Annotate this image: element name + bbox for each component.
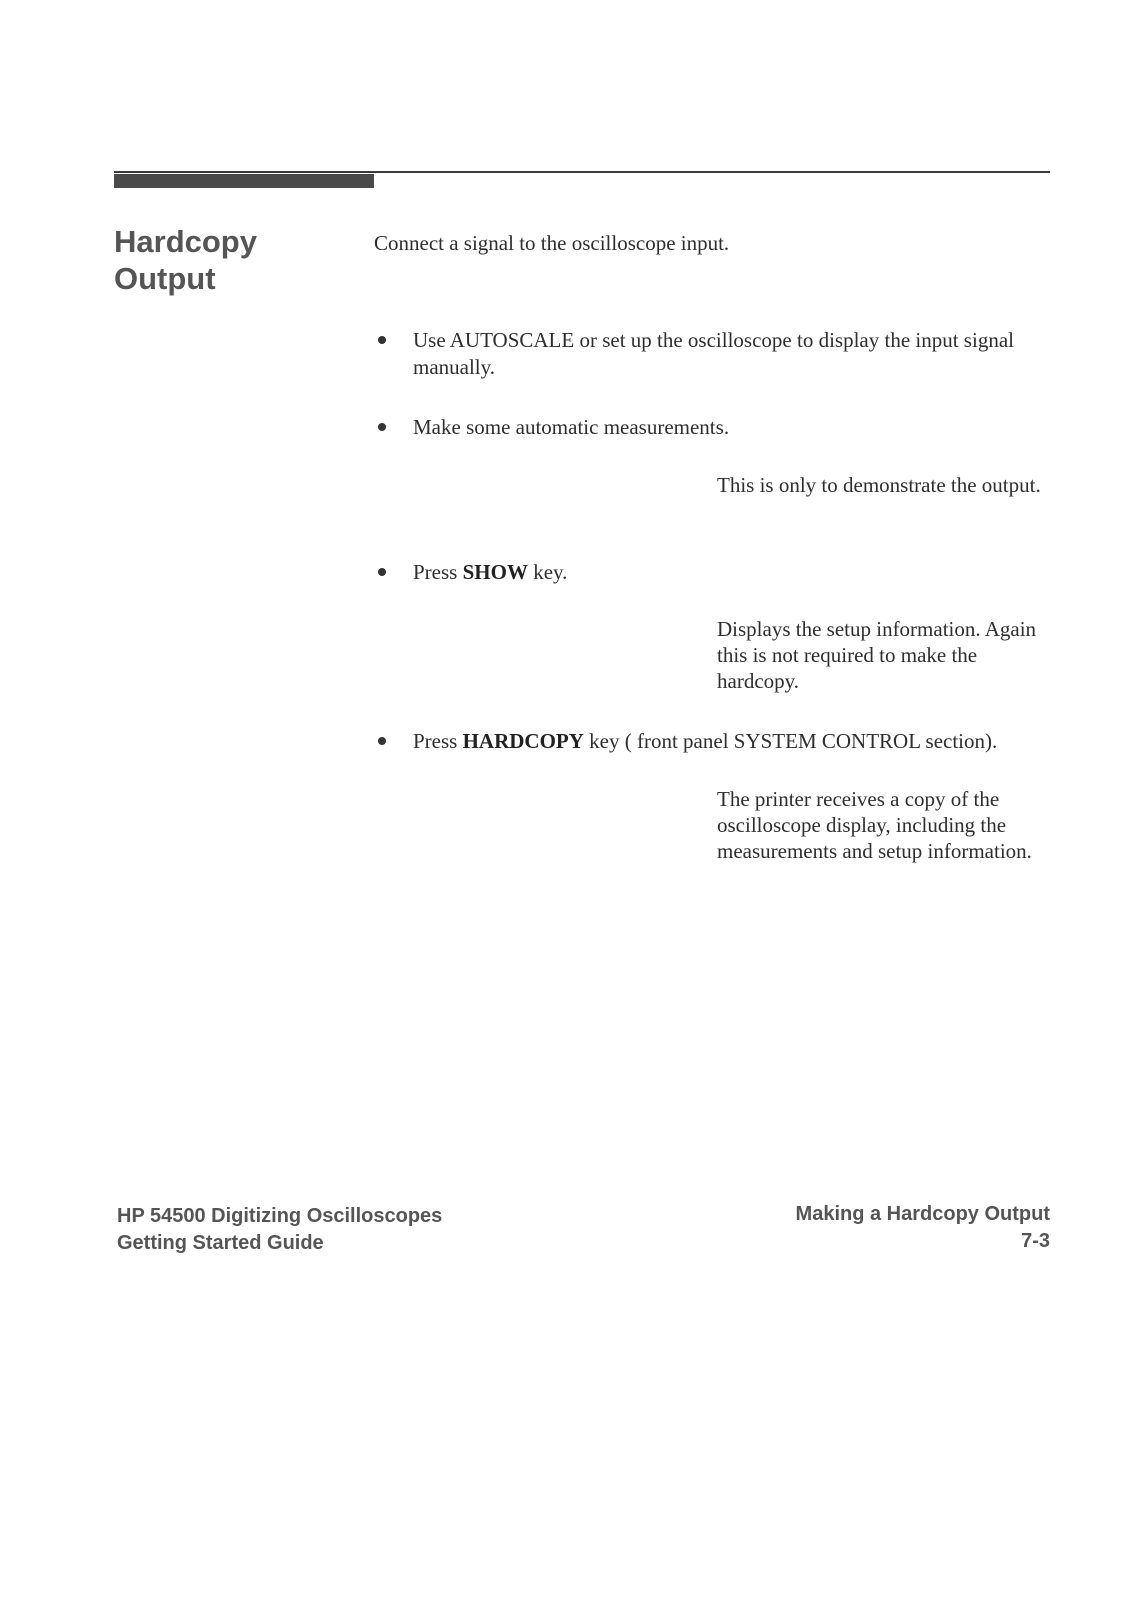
step-note: This is only to demonstrate the output. (717, 473, 1041, 497)
bullet-icon (378, 568, 386, 576)
key-name: SHOW (462, 560, 528, 584)
section-heading (114, 223, 257, 297)
step-item (374, 327, 1034, 383)
bullet-icon (378, 423, 386, 431)
page-number: 7-3 (1021, 1230, 1050, 1252)
step-text: Make some automatic measurements. (413, 415, 730, 439)
footer-product-title: HP 54500 Digitizing Oscilloscopes (117, 1205, 443, 1227)
step-suffix: key ( front panel SYSTEM CONTROL section). (583, 729, 998, 753)
footer-right (796, 1201, 1050, 1255)
step-prefix: Press (413, 560, 463, 584)
step-note: Displays the setup information. Again this is not required to make the hardcopy. (717, 617, 1037, 693)
footer-guide-title: Getting Started Guide (117, 1232, 324, 1254)
section-heading-line1: Hardcopy (114, 224, 257, 259)
section-heading-line2: Output (114, 261, 216, 296)
step-text: Use AUTOSCALE or set up the oscilloscope to display the input signal manually. (413, 328, 1014, 379)
footer-left (117, 1203, 442, 1257)
bullet-icon (378, 336, 386, 344)
step-text (413, 728, 997, 755)
intro-paragraph: Connect a signal to the oscilloscope input. (374, 231, 730, 255)
step-text (413, 559, 567, 586)
step-suffix: key. (527, 560, 568, 584)
header-rule (114, 171, 1050, 173)
bullet-icon (378, 737, 386, 745)
step-prefix: Press (413, 729, 463, 753)
key-name: HARDCOPY (462, 729, 584, 753)
footer-chapter-title: Making a Hardcopy Output (795, 1203, 1050, 1225)
header-rule-bar (114, 174, 374, 188)
step-note: The printer receives a copy of the oscilloscope display, including the measurements and setup information. (717, 787, 1032, 863)
